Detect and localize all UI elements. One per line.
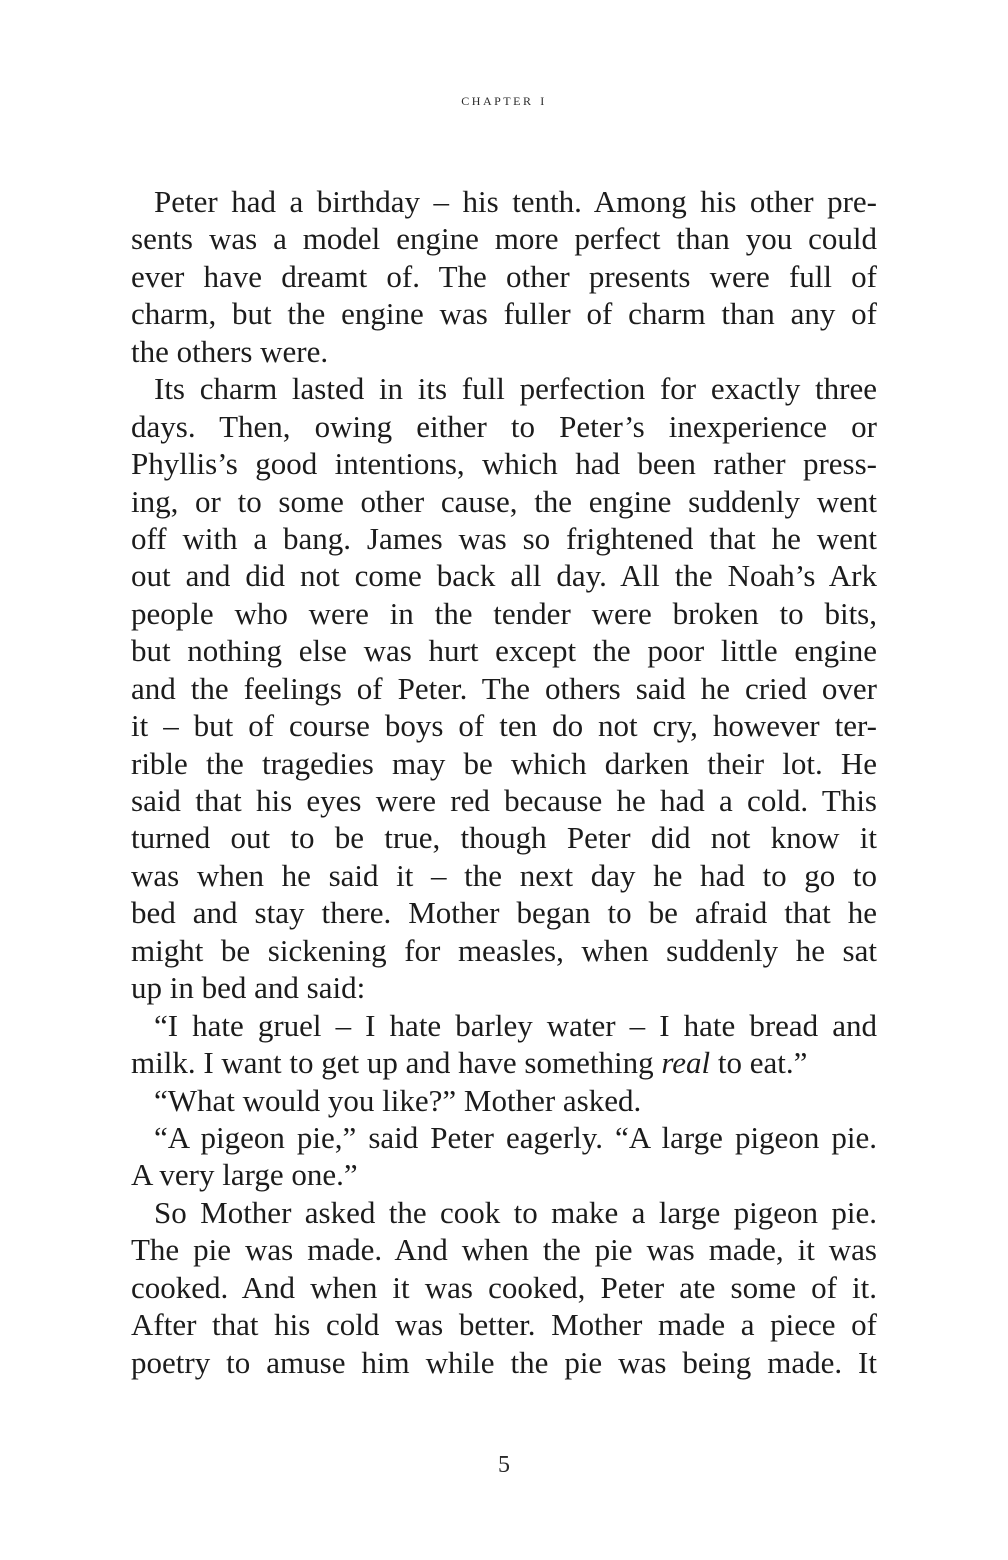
text-line: ever have dreamt of. The other presents were full of [131, 258, 877, 294]
text-line: Its charm lasted in its full perfection for exactly three [154, 371, 877, 407]
text-line: poetry to amuse him while the pie was being made. It [131, 1344, 877, 1380]
text-line: days. Then, owing either to Peter’s inexperience or [131, 408, 877, 444]
text-line: ing, or to some other cause, the engine suddenly went [131, 483, 877, 519]
emphasis: real [661, 1045, 711, 1081]
text-line: Peter had a birthday – his tenth. Among his other pre- [154, 184, 877, 219]
text-line: charm, but the engine was fuller of charm than any of [131, 296, 877, 332]
text-line: up in bed and said: [131, 970, 366, 1006]
text-line: Phyllis’s good intentions, which had been rather press- [131, 446, 877, 482]
text-line: off with a bang. James was so frightened that he went [131, 520, 877, 556]
text-line: “A pigeon pie,” said Peter eagerly. “A large pigeon pie. [154, 1119, 877, 1155]
text-line: A very large one.” [131, 1157, 358, 1193]
body-text [131, 183, 877, 1381]
text-line: it – but of course boys of ten do not cry, however ter- [131, 708, 877, 744]
running-head: chapter i [461, 90, 547, 109]
text-line: and the feelings of Peter. The others said he cried over [131, 670, 877, 706]
text-line: So Mother asked the cook to make a large pigeon pie. [154, 1194, 877, 1230]
text-line: rible the tragedies may be which darken their lot. He [131, 745, 877, 781]
page-number: 5 [498, 1452, 510, 1478]
text-line: bed and stay there. Mother began to be afraid that he [131, 895, 877, 931]
text-line: After that his cold was better. Mother made a piece of [131, 1307, 877, 1343]
text-line: said that his eyes were red because he had a cold. This [131, 783, 877, 818]
text-line: cooked. And when it was cooked, Peter ate some of it. [131, 1269, 877, 1305]
text-line: was when he said it – the next day he had to go to [131, 857, 877, 893]
text-line: out and did not come back all day. All the Noah’s Ark [131, 558, 877, 594]
text-line: milk. I want to get up and have something real to eat.” [131, 1045, 808, 1081]
text-line: people who were in the tender were broken to bits, [131, 595, 877, 631]
text-line: turned out to be true, though Peter did not know it [131, 820, 877, 856]
text-line: might be sickening for measles, when suddenly he sat [131, 932, 877, 968]
text-line: sents was a model engine more perfect than you could [131, 221, 877, 257]
text-line: the others were. [131, 333, 329, 369]
text-line: “What would you like?” Mother asked. [154, 1082, 642, 1118]
text-line: but nothing else was hurt except the poor little engine [131, 633, 877, 669]
text-line: The pie was made. And when the pie was made, it was [131, 1232, 877, 1268]
text-line: “I hate gruel – I hate barley water – I hate bread and [154, 1007, 877, 1043]
